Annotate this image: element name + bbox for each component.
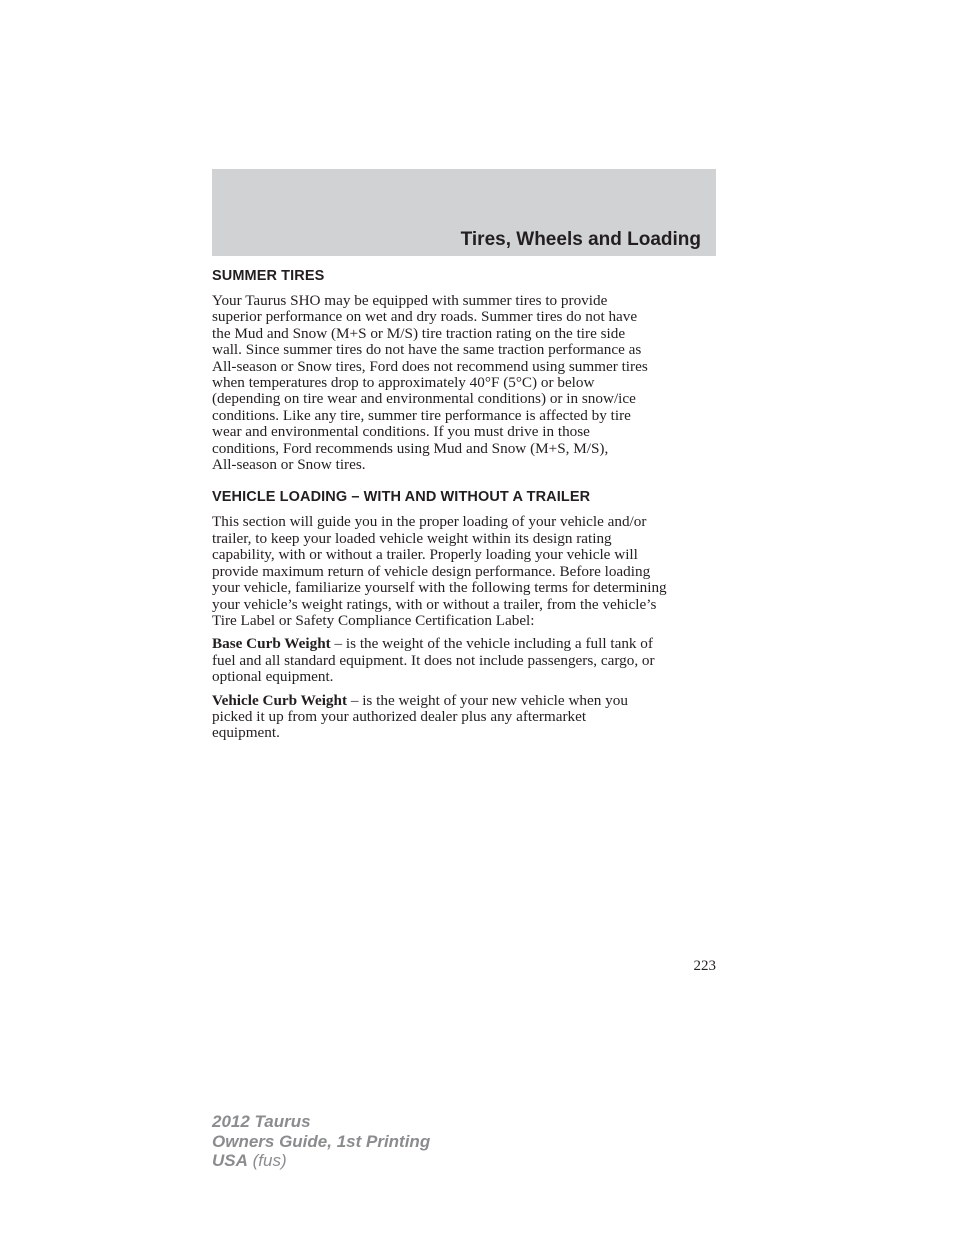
footer-region-code: (fus) (247, 1151, 287, 1170)
footer-guide-line: Owners Guide, 1st Printing (212, 1131, 431, 1151)
footer-region-line (212, 1151, 430, 1171)
page-number: 223 (693, 958, 716, 974)
definition-term: Vehicle Curb Weight (212, 691, 348, 709)
definition-text: – is the weight of the vehicle including a full tank of fuel and all standard equipment. It does not include passengers, cargo, or optional equipment. (212, 635, 655, 686)
section-heading-summer-tires: SUMMER TIRES (212, 268, 325, 284)
footer-region: USA (212, 1151, 248, 1170)
definition-term: Base Curb Weight (212, 635, 331, 653)
page-content (212, 265, 722, 750)
footer-model-line: 2012 Taurus (212, 1112, 311, 1131)
summer-tires-paragraph: Your Taurus SHO may be equipped with summer tires to provide superior performance on wet and dry roads. Summer tires do not have the Mud and Snow (M+S or M/S) tire traction rating on the tire side wall. Since summer tires do not have the same traction performance as All-season or Snow tires, Ford does not recommend using summer tires when temperatures drop to approximately 40°F (5°C) or below (depending on tire wear and environmental conditions) or in snow/ice conditions. Like any tire, summer tire performance is affected by tire wear and environmental conditions. If you must drive in those conditions, Ford recommends using Mud and Snow (M+S, M/S), All-season or Snow tires. (212, 292, 648, 474)
chapter-header-band (212, 169, 716, 256)
definition-base-curb-weight (212, 636, 722, 685)
section-heading-vehicle-loading: VEHICLE LOADING – WITH AND WITHOUT A TRAILER (212, 489, 591, 506)
chapter-title: Tires, Wheels and Loading (460, 229, 701, 250)
document-footer (212, 1112, 430, 1171)
definition-vehicle-curb-weight (212, 693, 722, 742)
definition-text: – is the weight of your new vehicle when you picked it up from your authorized dealer plus any aftermarket equipment. (212, 691, 628, 742)
vehicle-loading-paragraph: This section will guide you in the proper loading of your vehicle and/or trailer, to keep your loaded vehicle weight within its design rating capability, with or without a trailer. Properly loading your vehicle will provide maximum return of vehicle design performance. Before loading your vehicle, familiarize yourself with the following terms for determining your vehicle’s weight ratings, with or without a trailer, from the vehicle’s Tire Label or Safety Compliance Certification Label: (212, 513, 667, 629)
